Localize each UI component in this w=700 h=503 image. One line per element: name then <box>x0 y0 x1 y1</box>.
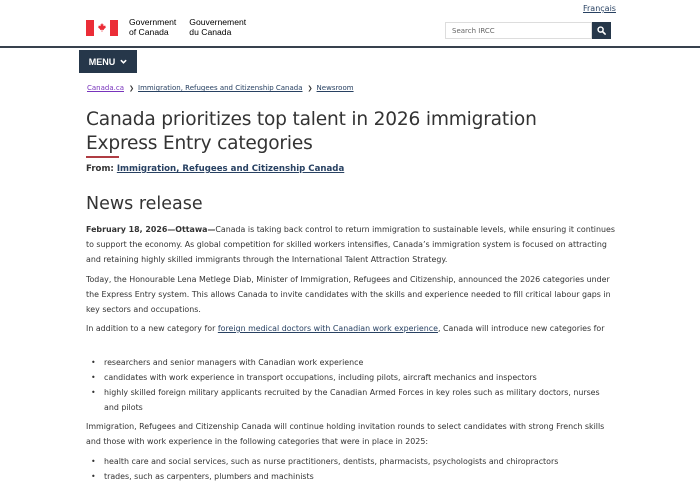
site-header <box>0 0 700 48</box>
list-item: • health care and social services, such as nurse practitioners, dentists, pharmacists, psychologists and chiropractors <box>86 454 616 469</box>
search-input[interactable] <box>445 22 592 39</box>
breadcrumb-ircc[interactable]: Immigration, Refugees and Citizenship Canada <box>138 84 303 92</box>
paragraph-announcement: Today, the Honourable Lena Metlege Diab, Minister of Immigration, Refugees and Citizenship, announced the 2026 categories under the Express Entry system. This allows Canada to invite candidates with the skills and experience needed to fill critical labour gaps in key sectors and occupations. <box>86 275 611 314</box>
search-icon <box>597 26 606 35</box>
chevron-right-icon: ❯ <box>307 84 313 92</box>
canada-flag-icon <box>86 20 118 36</box>
dateline: February 18, 2026—Ottawa— <box>86 225 216 234</box>
search-button[interactable] <box>592 22 611 39</box>
list-item: • highly skilled foreign military applicants recruited by the Canadian Armed Forces in key roles such as military doctors, nurses and pilots <box>86 385 616 415</box>
wordmark-french: Gouvernement du Canada <box>189 17 247 37</box>
menu-label: MENU <box>88 56 116 67</box>
wordmark-english: Government of Canada <box>129 17 177 37</box>
breadcrumb-newsroom[interactable]: Newsroom <box>316 84 354 92</box>
chevron-down-icon <box>120 59 127 64</box>
paragraph-new-categories: In addition to a new category for foreign medical doctors with Canadian work experience, Canada will introduce new categories for <box>86 324 605 333</box>
search-form <box>445 22 611 39</box>
chevron-right-icon: ❯ <box>129 84 135 92</box>
list-item: • trades, such as carpenters, plumbers and machinists <box>86 469 616 484</box>
paragraph-intro: February 18, 2026—Ottawa—Canada is taking back control to return immigration to sustainable levels, while ensuring it continues to support the economy. As global competition for skilled workers intensifies, Canada’s immigration system is focused on attracting and retaining highly skilled immigrants through the International Talent Attraction Strategy. <box>86 225 615 264</box>
from-department-link[interactable]: Immigration, Refugees and Citizenship Canada <box>116 164 345 174</box>
menu-button[interactable] <box>79 50 137 73</box>
new-categories-list <box>86 355 616 415</box>
government-of-canada-logo[interactable] <box>86 18 246 37</box>
wordmark <box>129 18 246 37</box>
from-label: From: <box>86 164 114 174</box>
foreign-medical-doctors-link[interactable]: foreign medical doctors with Canadian work experience <box>217 324 438 333</box>
breadcrumb-canada-ca[interactable]: Canada.ca <box>87 84 124 92</box>
language-toggle-link[interactable]: Français <box>583 4 616 13</box>
paragraph-existing-categories: Immigration, Refugees and Citizenship Canada will continue holding invitation rounds to select candidates with strong French skills and those with work experience in the following categories that were in place in 2025: <box>86 422 605 446</box>
list-item: • researchers and senior managers with Canadian work experience <box>86 355 616 370</box>
from-line <box>86 164 344 174</box>
list-item: • candidates with work experience in transport occupations, including pilots, aircraft mechanics and inspectors <box>86 370 616 385</box>
breadcrumb <box>87 84 354 92</box>
page-title: Canada prioritizes top talent in 2026 immigration Express Entry categories <box>86 109 537 154</box>
section-heading: News release <box>86 194 203 214</box>
existing-categories-list <box>86 454 616 484</box>
title-underline-accent <box>86 156 119 158</box>
